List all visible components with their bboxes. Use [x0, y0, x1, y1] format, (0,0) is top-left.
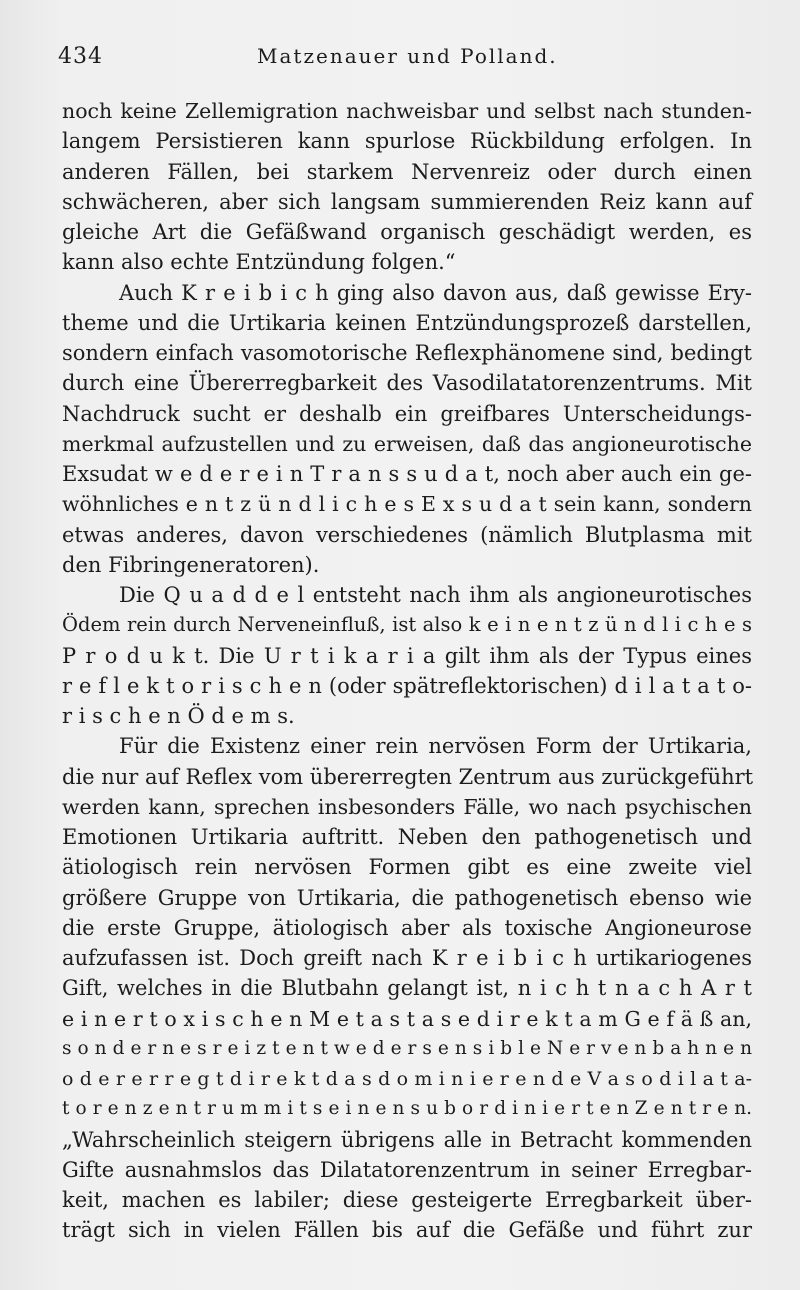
text-line: trägt sich in vielen Fällen bis auf die Gefäße und führt zur: [62, 1218, 752, 1243]
text-line: ätiologisch rein nervösen Formen gibt es eine zweite viel: [62, 855, 752, 880]
text-line: die erste Gruppe, ätiologisch aber als toxische Angioneurose: [62, 915, 752, 940]
text-line: anderen Fällen, bei starkem Nervenreiz oder durch einen: [62, 159, 752, 184]
text-line: größere Gruppe von Urtikaria, die pathogenetisch ebenso wie: [62, 885, 752, 910]
text-line: Für die Existenz einer rein nervösen Form der Urtikaria,: [119, 734, 752, 759]
text-line: etwas anderes, davon verschiedenes (nämlich Blutplasma mit: [62, 522, 752, 547]
text-line: „Wahrscheinlich steigern übrigens alle in Betracht kommenden: [62, 1127, 752, 1152]
text-line: o d e r e r r e g t d i r e k t d a s d o m i n i e r e n d e V a s o d i l a t a-: [62, 1068, 752, 1090]
text-line: Die Q u a d d e l entsteht nach ihm als angioneurotisches: [119, 583, 752, 607]
text-line: Auch K r e i b i c h ging also davon aus, daß gewisse Ery-: [119, 280, 752, 305]
text-line: Exsudat w e d e r e i n T r a n s s u d a t, noch aber auch ein ge-: [62, 462, 752, 486]
text-line: Gifte ausnahmslos das Dilatatorenzentrum in seiner Erregbar-: [62, 1157, 752, 1182]
text-line: sondern einfach vasomotorische Reflexphänomene sind, bedingt: [62, 341, 752, 365]
text-line: t o r e n z e n t r u m m i t s e i n e n s u b o r d i n i e r t e n Z e n t r e n.: [62, 1098, 752, 1120]
text-line: gleiche Art die Gefäßwand organisch geschädigt werden, es: [62, 220, 752, 244]
text-line: r e f l e k t o r i s c h e n (oder spätreflektorischen) d i l a t a t o-: [62, 673, 752, 698]
text-line: schwächeren, aber sich langsam summierenden Reiz kann auf: [62, 189, 752, 214]
text-line: theme und die Urtikaria keinen Entzündungsprozeß darstellen,: [62, 310, 752, 335]
running-head: Matzenauer und Polland.: [257, 44, 558, 68]
text-line: den Fibringeneratoren).: [62, 552, 320, 577]
text-line: keit, machen es labiler; diese gesteigerte Erregbarkeit über-: [62, 1188, 752, 1212]
text-line: Ödem rein durch Nerveneinfluß, ist also k e i n e n t z ü n d l i c h e s: [62, 613, 752, 637]
text-line: r i s c h e n Ö d e m s.: [62, 704, 295, 728]
text-line: Emotionen Urtikaria auftritt. Neben den pathogenetisch und: [62, 825, 752, 849]
text-line: Nachdruck sucht er deshalb ein greifbares Unterscheidungs-: [62, 401, 752, 426]
text-line: merkmal aufzustellen und zu erweisen, daß das angioneurotische: [62, 431, 752, 456]
text-line: die nur auf Reflex vom übererregten Zentrum aus zurückgeführt: [62, 764, 754, 789]
text-line: werden kann, sprechen insbesonders Fälle, wo nach psychischen: [62, 794, 752, 819]
text-line: aufzufassen ist. Doch greift nach K r e i b i c h urtikariogenes: [62, 946, 752, 970]
body-text: [62, 96, 752, 1246]
page-number: 434: [58, 44, 103, 69]
text-line: durch eine Übererregbarkeit des Vasodilatatorenzentrums. Mit: [62, 371, 752, 396]
text-line: P r o d u k t. Die U r t i k a r i a gilt ihm als der Typus eines: [62, 643, 752, 668]
text-line: e i n e r t o x i s c h e n M e t a s t a s e d i r e k t a m G e f ä ß an,: [62, 1006, 752, 1031]
text-line: wöhnliches e n t z ü n d l i c h e s E x s u d a t sein kann, sondern: [62, 492, 752, 517]
text-line: s o n d e r n e s r e i z t e n t w e d e r s e n s i b l e N e r v e n b a h n e n: [62, 1037, 752, 1059]
text-line: kann also echte Entzündung folgen.“: [62, 250, 456, 275]
text-line: noch keine Zellemigration nachweisbar und selbst nach stunden-: [62, 99, 752, 123]
text-line: Gift, welches in die Blutbahn gelangt ist, n i c h t n a c h A r t: [62, 976, 752, 1001]
text-line: langem Persistieren kann spurlose Rückbildung erfolgen. In: [62, 129, 752, 154]
